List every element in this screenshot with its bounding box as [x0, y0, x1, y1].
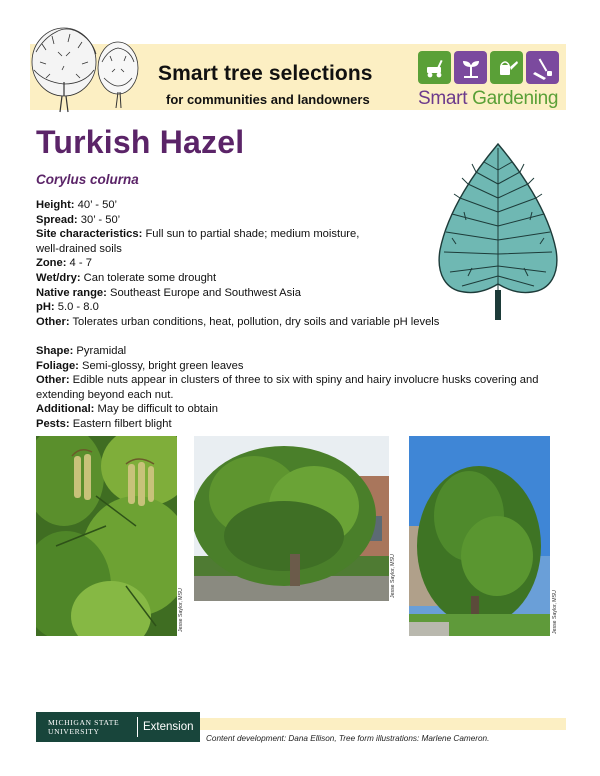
msu-wordmark: MICHIGAN STATE UNIVERSITY	[48, 718, 120, 736]
smart-gardening-icons	[418, 51, 559, 84]
photo-leaves-catkins	[36, 436, 177, 636]
lawnmower-icon	[418, 51, 451, 84]
rake-broom-icon	[526, 51, 559, 84]
tree-illustrations-icon	[22, 22, 144, 114]
photo-tree-building	[194, 436, 389, 601]
smart-gardening-logo-text	[418, 88, 558, 110]
tree-scientific-name: Corylus colurna	[36, 172, 139, 187]
fact-shape: Shape: Pyramidal	[36, 344, 127, 357]
photo-tree-sky	[409, 436, 550, 636]
msu-extension-logo	[36, 712, 200, 742]
fact-ph: pH: 5.0 - 8.0	[36, 301, 99, 314]
fact-spread: Spread: 30’ - 50’	[36, 213, 121, 226]
tree-common-name: Turkish Hazel	[36, 124, 245, 160]
logo-divider	[137, 717, 138, 737]
fact-pests: Pests: Eastern filbert blight	[36, 417, 172, 430]
fact-height: Height: 40’ - 50’	[36, 199, 118, 211]
fact-foliage: Foliage: Semi-glossy, bright green leaves	[36, 359, 244, 372]
header-title: Smart tree selections	[158, 62, 373, 85]
extension-label: Extension	[143, 721, 194, 733]
footer-credit: Content development: Dana Ellison, Tree form illustrations: Marlene Cameron.	[206, 734, 490, 743]
fact-other-nuts: Other: Edible nuts appear in clusters of three to six with spiny and hairy involucre husks covering and extending beyond each nut.	[36, 374, 539, 401]
photo-credit-2: Jesse Saylor, MSU	[390, 554, 396, 598]
header-subtitle: for communities and landowners	[166, 92, 370, 107]
fact-native-range: Native range: Southeast Europe and Southwest Asia	[36, 286, 301, 299]
fact-other: Other: Tolerates urban conditions, heat, pollution, dry soils and variable pH levels	[36, 315, 440, 328]
photo-credit-3: Jesse Saylor, MSU	[552, 590, 558, 634]
watering-can-icon	[490, 51, 523, 84]
fact-additional: Additional: May be difficult to obtain	[36, 403, 218, 416]
fact-zone: Zone: 4 - 7	[36, 257, 92, 270]
photo-credit-1: Jesse Saylor, MSU	[178, 588, 184, 632]
seedling-icon	[454, 51, 487, 84]
brand-word-smart: Smart	[418, 88, 468, 109]
fact-site-characteristics: Site characteristics: Full sun to partial shade; medium moisture, well-drained soils	[36, 228, 360, 255]
tree-facts	[36, 198, 566, 432]
brand-word-gardening: Gardening	[472, 88, 559, 109]
footer-band	[200, 718, 566, 730]
fact-wet-dry: Wet/dry: Can tolerate some drought	[36, 271, 217, 284]
